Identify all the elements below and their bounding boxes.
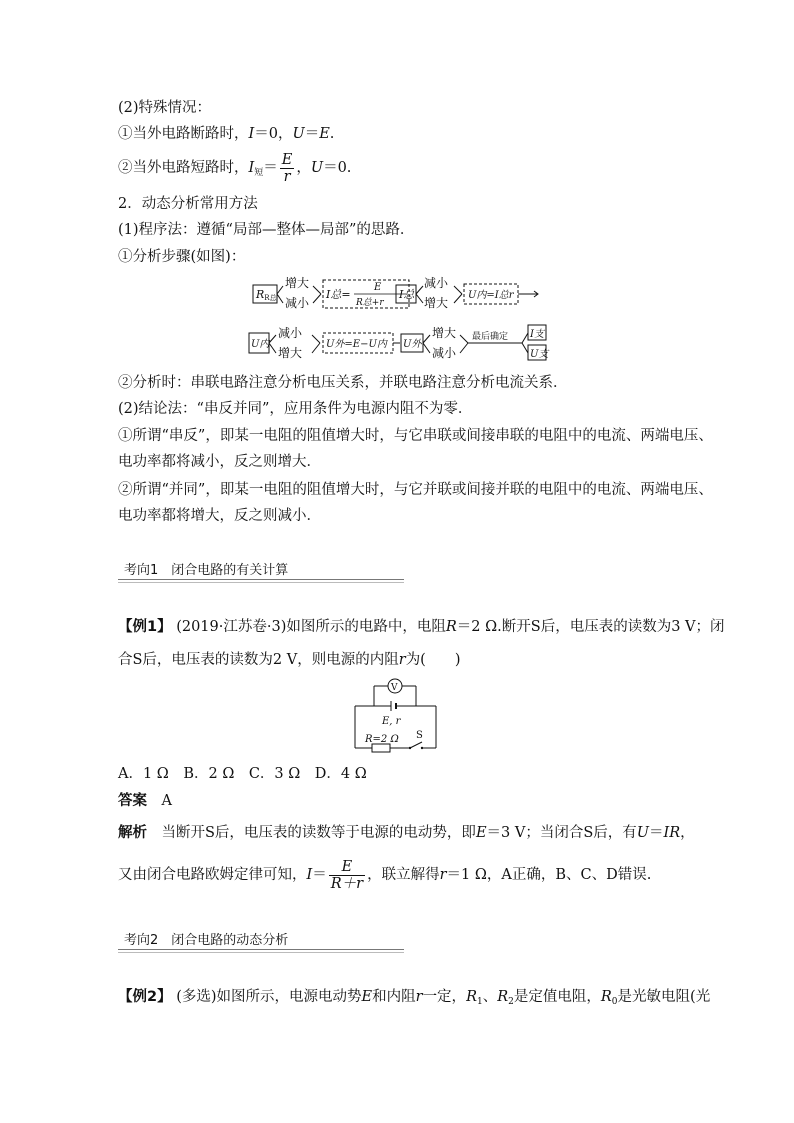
flow-up-1: 增大 [285, 276, 310, 290]
example-1-line-1: 【例1】 (2019·江苏卷·3)如图所示的电路中，电阻R＝2 Ω.断开S后，电压表的读数为3 V；闭 [118, 619, 725, 635]
series-opposite-line-1: ①所谓“串反”，即某一电阻的阻值增大时，与它串联或间接串联的电阻中的电流、两端电压、 [118, 428, 713, 444]
example-1-tag: 【例1】 [118, 619, 172, 635]
flow-down-2: 减小 [424, 276, 449, 290]
solution-label: 解析 [118, 824, 147, 841]
resistor-label: R=2 Ω [365, 734, 399, 745]
flow-r-total: RR总 [256, 288, 277, 302]
flow-u-out: U外 [403, 339, 422, 350]
analysis-steps-line: ①分析步骤(如图)： [118, 249, 246, 265]
flow-up-4: 增大 [432, 326, 457, 340]
conclusion-method-line: (2)结论法：“串反并同”，应用条件为电源内阻不为零． [118, 401, 473, 417]
section-title-1: 考向1 闭合电路的有关计算 [124, 563, 289, 578]
flow-finally: 最后确定 [472, 332, 509, 342]
section-2-heading: 2．动态分析常用方法 [118, 196, 258, 212]
section-title-2: 考向2 闭合电路的动态分析 [124, 933, 289, 948]
parallel-same-line-1: ②所谓“并同”，即某一电阻的阻值增大时，与它并联或间接并联的电阻中的电流、两端电压、 [118, 482, 713, 498]
flow-u-branch: U支 [530, 349, 549, 360]
flow-u-in: U内 [251, 339, 270, 350]
example-1-line-2: 合S后，电压表的读数为2 V，则电源的内阻r为( ) [118, 652, 461, 668]
flow-i-eq: I总= [326, 288, 351, 301]
example-2-line-1: 【例2】 (多选)如图所示，电源电动势E和内阻r一定，$R_1$、$R_2$是定值电阻，$R_0$是光敏电阻(光 [118, 989, 711, 1007]
parallel-same-line-2: 电功率都将增大，反之则减小． [118, 508, 321, 524]
flow-down-3: 减小 [278, 326, 303, 340]
flow-down-1: 减小 [285, 296, 310, 310]
analysis-note-line: ②分析时：串联电路注意分析电压关系，并联电路注意分析电流关系． [118, 375, 568, 391]
example-1-options: A．1 Ω B．2 Ω C．3 Ω D．4 Ω [118, 766, 367, 782]
flow-up-2: 增大 [424, 296, 449, 310]
section-head-1 [118, 558, 404, 580]
answer-label: 答案 [118, 792, 147, 809]
open-circuit-line: ①当外电路断路时，I＝0，U＝E. [118, 126, 335, 142]
answer-value: A [161, 793, 172, 809]
flow-u-out-eq: U外=E−U内 [326, 339, 387, 350]
source-label: E, r [382, 716, 401, 727]
flow-u-in-eq: U内=I总r [468, 290, 514, 301]
short-circuit-line: ②当外电路短路时，$I_短=$ $\frac{E}{r}$ ，U＝0. [118, 151, 352, 185]
program-method-line: (1)程序法：遵循“局部—整体—局部”的思路． [118, 222, 415, 238]
section-head-2 [118, 928, 404, 950]
voltmeter-label: V [391, 683, 398, 693]
analysis-flow-diagram [246, 273, 566, 369]
special-cases-heading: (2)特殊情况： [118, 100, 212, 116]
switch-label: S [416, 730, 423, 741]
solution-line-1: 解析 当断开S后，电压表的读数等于电源的电动势，即E＝3 V；当闭合S后，有U＝IR， [118, 824, 695, 841]
example-1-circuit [352, 676, 442, 754]
flow-i-den: R总+r [356, 298, 384, 308]
series-opposite-line-2: 电功率都将减小，反之则增大． [118, 454, 321, 470]
flow-i-total: I总 [399, 288, 415, 301]
example-2-tag: 【例2】 [118, 989, 172, 1005]
solution-line-2: 又由闭合电路欧姆定律可知，I＝ $\frac{E}{R+r}$ ，联立解得r＝1 Ω，A正确，B、C、D错误. [118, 858, 652, 892]
example-1-answer [118, 791, 172, 811]
flow-i-num: E [374, 282, 382, 293]
flow-i-branch: I支 [530, 329, 544, 340]
flow-down-4: 减小 [432, 346, 457, 360]
flow-up-3: 增大 [278, 346, 303, 360]
